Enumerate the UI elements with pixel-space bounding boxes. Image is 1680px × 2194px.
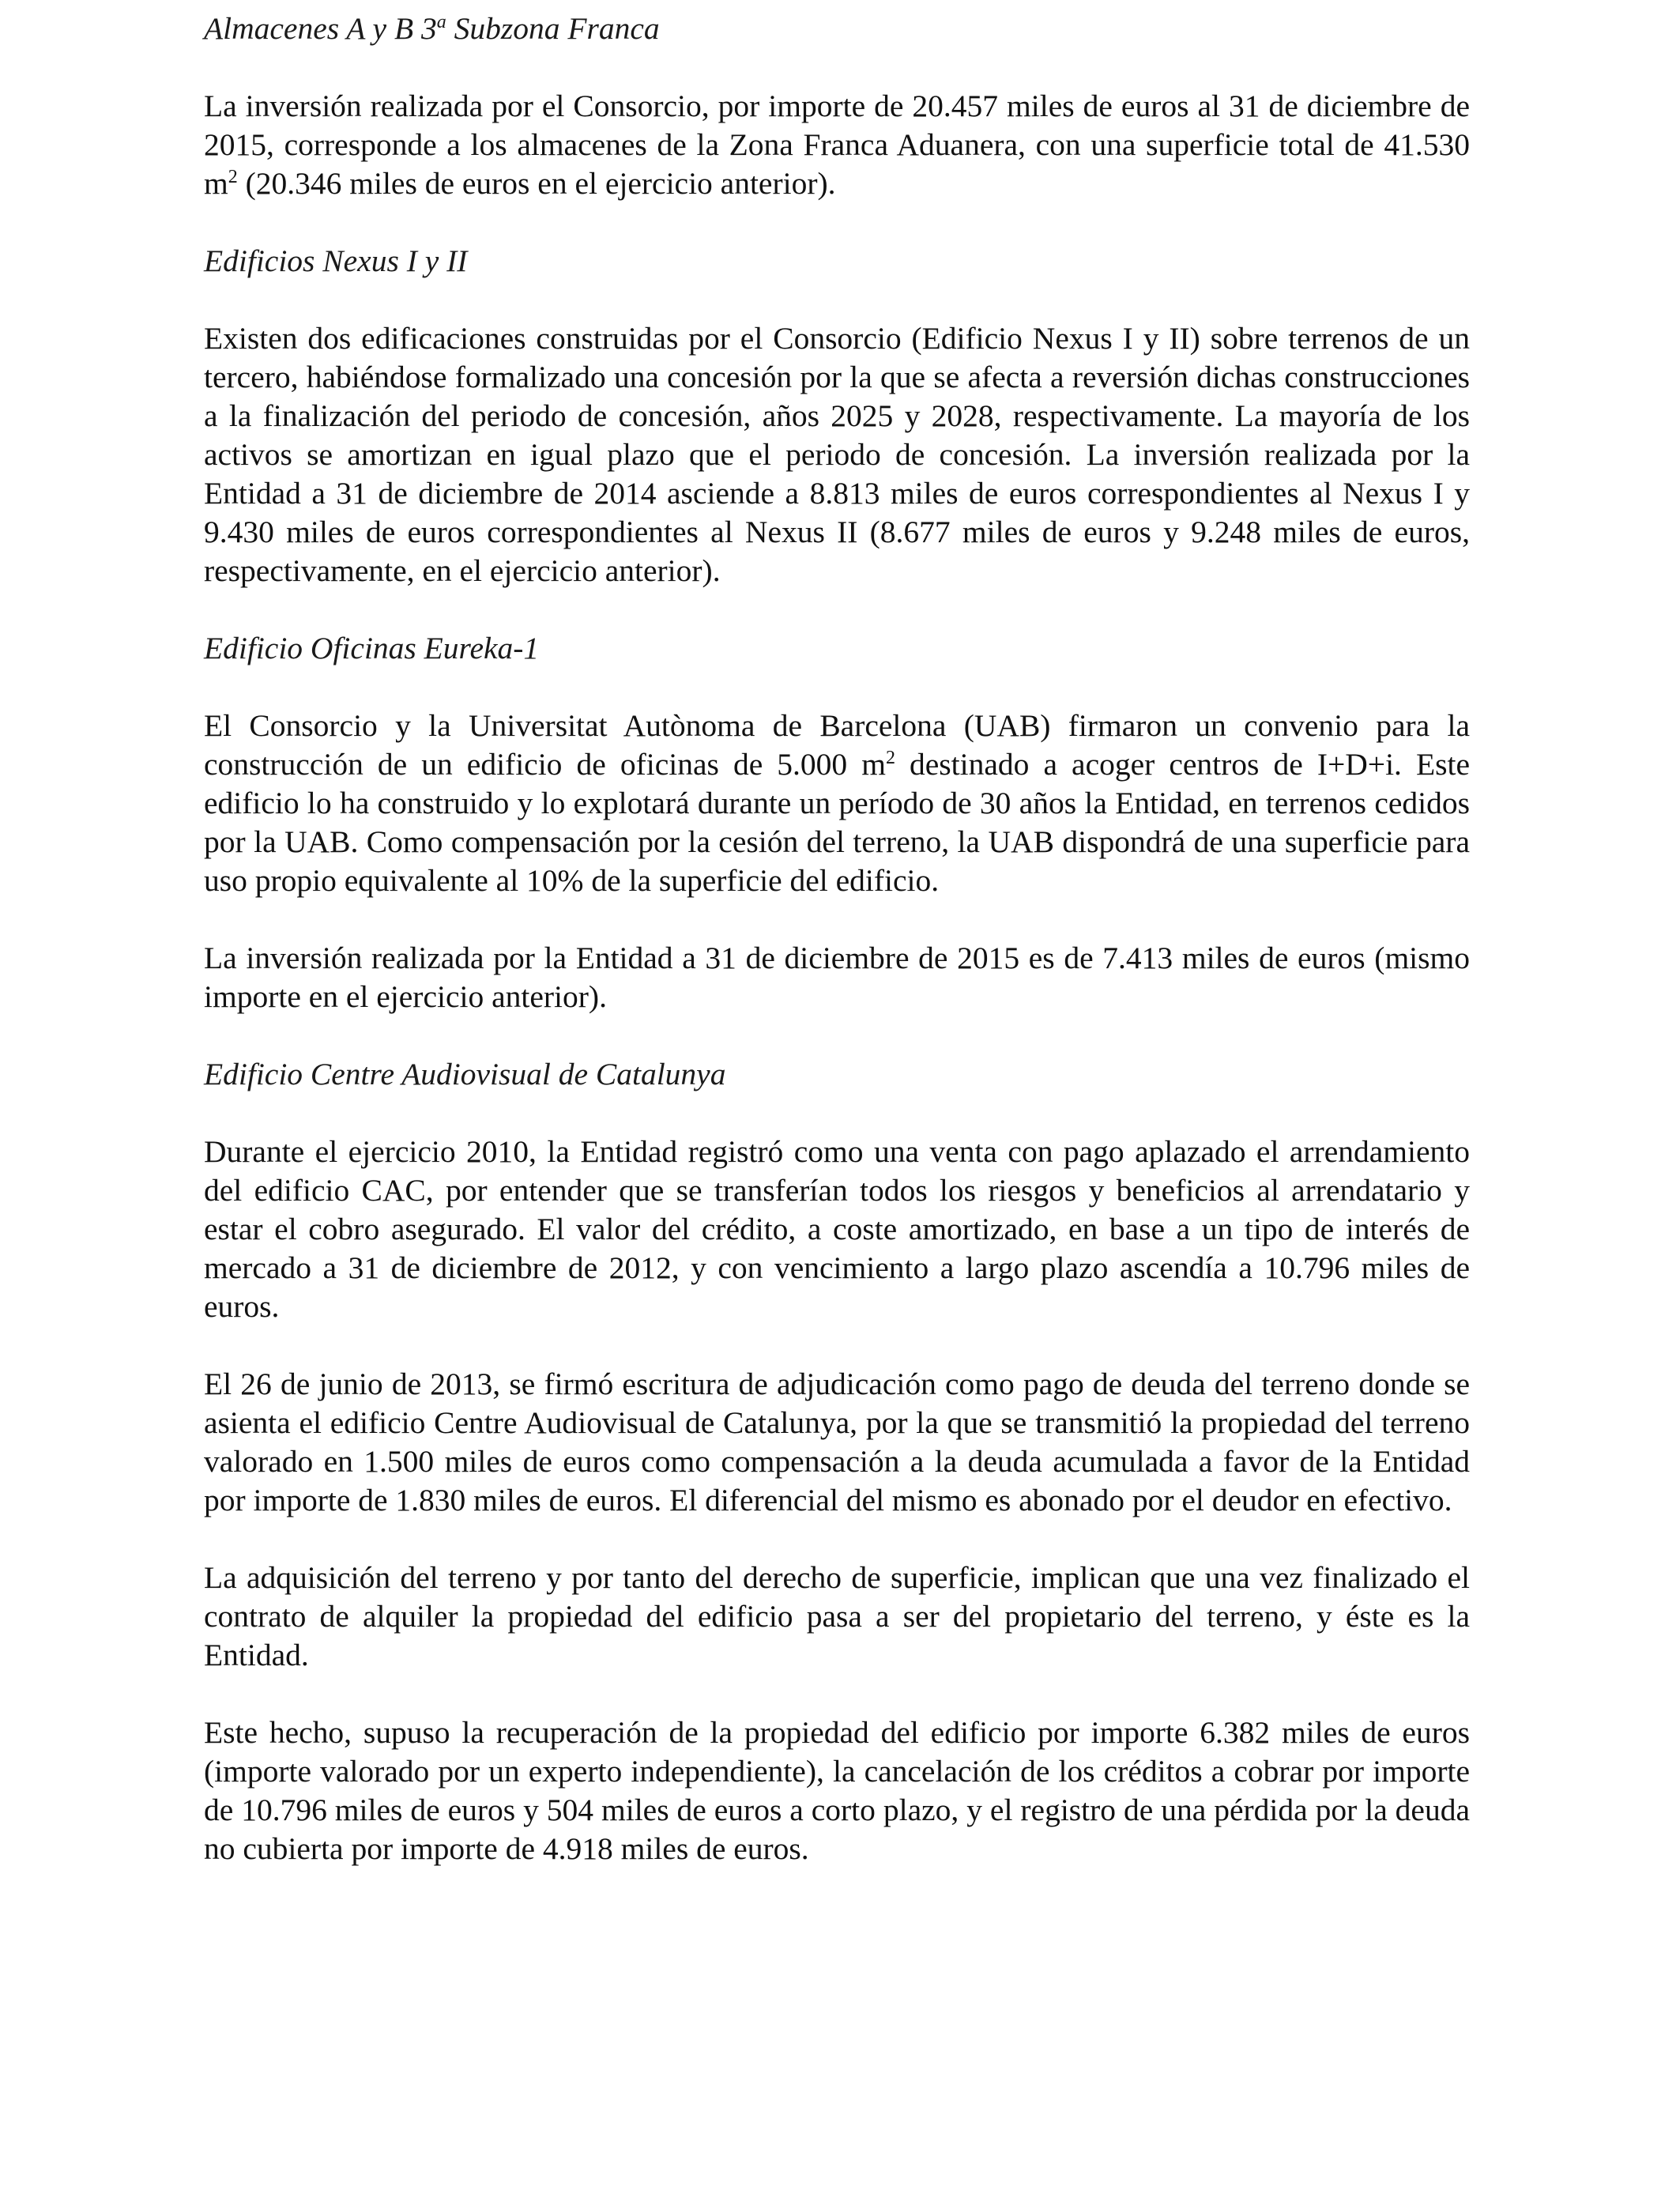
section-heading-eureka: Edificio Oficinas Eureka-1 [204,631,540,665]
paragraph-almacenes-inversion: La inversión realizada por el Consorcio, por importe de 20.457 miles de euros al 31 de diciembre de 2015, corresponde a los almacenes de la Zona Franca Aduanera, con una superficie total de 41.530 $m^2$ (20.346 miles de euros en el ejercicio anterior). [204,89,1470,201]
section-heading-nexus: Edificios Nexus I y II [204,243,468,278]
paragraph-eureka-inversion: La inversión realizada por la Entidad a 31 de diciembre de 2015 es de 7.413 miles de euros (mismo importe en el ejercicio anterior). [204,941,1470,1014]
paragraph-cac-venta: Durante el ejercicio 2010, la Entidad registró como una venta con pago aplazado el arrendamiento del edificio CAC, por entender que se transferían todos los riesgos y beneficios al arrendatario y estar el cobro asegurado. El valor del crédito, a coste amortizado, en base a un tipo de interés de mercado a 31 de diciembre de 2012, y con vencimiento a largo plazo ascendía a 10.796 miles de euros. [204,1134,1470,1324]
paragraph-eureka-convenio: El Consorcio y la Universitat Autònoma de Barcelona (UAB) firmaron un convenio para la construcción de un edificio de oficinas de 5.000 $m^2$ destinado a acoger centros de I+D+i. Este edificio lo ha construido y lo explotará durante un período de 30 años la Entidad, en terrenos cedidos por la UAB. Como compensación por la cesión del terreno, la UAB dispondrá de una superficie para uso propio equivalente al 10% de la superficie del edificio. [204,708,1470,898]
document-page [204,9,1470,1868]
paragraph-cac-escritura: El 26 de junio de 2013, se firmó escritura de adjudicación como pago de deuda del terreno donde se asienta el edificio Centre Audiovisual de Catalunya, por la que se transmitió la propiedad del terreno valorado en 1.500 miles de euros como compensación a la deuda acumulada a favor de la Entidad por importe de 1.830 miles de euros. El diferencial del mismo es abonado por el deudor en efectivo. [204,1367,1470,1517]
paragraph-cac-recuperacion: Este hecho, supuso la recuperación de la propiedad del edificio por importe 6.382 miles de euros (importe valorado por un experto independiente), la cancelación de los créditos a cobrar por importe de 10.796 miles de euros y 504 miles de euros a corto plazo, y el registro de una pérdida por la deuda no cubierta por importe de 4.918 miles de euros. [204,1715,1470,1866]
section-heading-almacenes: Almacenes A y B 3$^a$ Subzona Franca [204,11,660,46]
paragraph-cac-adquisicion: La adquisición del terreno y por tanto del derecho de superficie, implican que una vez finalizado el contrato de alquiler la propiedad del edificio pasa a ser del propietario del terreno, y éste es la Entidad. [204,1560,1470,1672]
paragraph-nexus: Existen dos edificaciones construidas por el Consorcio (Edificio Nexus I y II) sobre terrenos de un tercero, habiéndose formalizado una concesión por la que se afecta a reversión dichas construcciones a la finalización del periodo de concesión, años 2025 y 2028, respectivamente. La mayoría de los activos se amortizan en igual plazo que el periodo de concesión. La inversión realizada por la Entidad a 31 de diciembre de 2014 asciende a 8.813 miles de euros correspondientes al Nexus I y 9.430 miles de euros correspondientes al Nexus II (8.677 miles de euros y 9.248 miles de euros, respectivamente, en el ejercicio anterior). [204,321,1470,588]
section-heading-cac: Edificio Centre Audiovisual de Catalunya [204,1057,726,1091]
